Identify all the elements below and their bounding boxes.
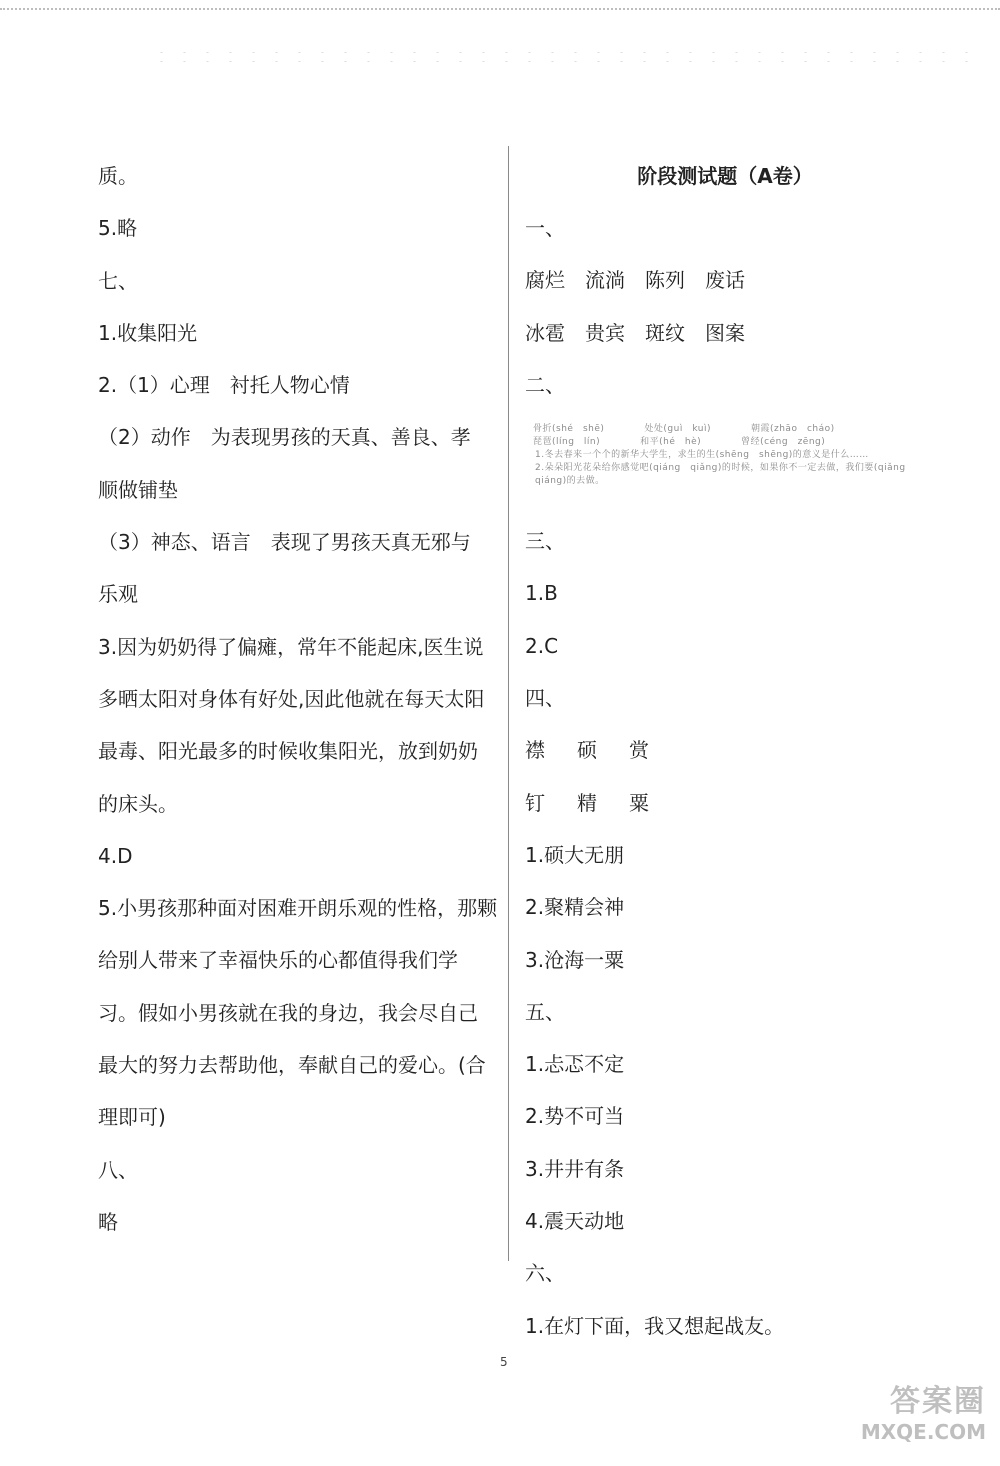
pinyin-item: 和平(hé hè) [640,437,702,448]
answer-item: 2.势不可当 [525,1104,625,1129]
pinyin-exercise [525,411,945,515]
char-row [525,777,945,829]
pinyin-item: 朝霞(zhāo cháo) [750,424,835,435]
pinyin-item: 曾经(céng zēng) [741,437,826,448]
answer-item: 3.沧海一粟 [525,947,625,972]
left-line: 八、 [98,1157,138,1182]
scan-noise [150,48,980,70]
left-line: 顺做铺垫 [98,477,178,502]
answer-item: 3.井井有条 [525,1156,625,1181]
left-column [98,150,498,1248]
left-line: 略 [98,1209,118,1234]
pinyin-note: 1.冬去春来一个个的新华大学生，求生的生(shēng shēng)的意义是什么…… [535,450,869,461]
left-line: 3.因为奶奶得了偏瘫，常年不能起床,医生说 [98,634,484,659]
left-line: 最毒、阳光最多的时候收集阳光，放到奶奶 [98,739,478,764]
section-heading: 阶段测试题（A卷） [637,164,813,188]
pinyin-note: 2.朵朵阳光花朵给你感觉吧(qiáng qiǎng)的时候，如果你不一定去做，我们要(qiǎng qiáng)的去做。 [535,463,916,487]
column-divider [508,146,509,1261]
char-item: 钉 [525,790,545,815]
section-label: 一、 [525,216,565,240]
page-number: 5 [500,1355,508,1369]
left-line: 的床头。 [98,791,178,816]
pinyin-item: 骨折(shé shē) [533,424,605,435]
left-line: 5.略 [98,216,138,241]
left-line: 多晒太阳对身体有好处,因此他就在每天太阳 [98,686,485,711]
answer-item: 2.C [525,633,559,658]
answer-item: 2.聚精会神 [525,895,625,920]
left-line: 最大的努力去帮助他，奉献自己的爱心。(合 [98,1053,486,1078]
right-column [525,202,945,1352]
left-line: 2.（1）心理 衬托人物心情 [98,373,350,398]
left-line: （3）神态、语言 表现了男孩天真无邪与 [98,530,471,555]
left-line: 乐观 [98,582,138,607]
section-label: 二、 [525,372,565,397]
watermark-url: MXQE.COM [860,1420,986,1444]
section-label: 三、 [525,529,565,554]
section-label: 五、 [525,999,565,1024]
pinyin-row [525,423,945,436]
answer-item: 1.硕大无朋 [525,842,625,867]
left-line: 4.D [98,843,133,868]
char-item: 精 [577,790,597,815]
pinyin-item: 处处(guì kuì) [644,424,711,435]
char-item: 硕 [577,738,597,763]
char-item: 襟 [525,738,545,763]
word-row: 腐烂 流淌 陈列 废话 [525,268,745,293]
char-row [525,724,945,776]
answer-item: 1.在灯下面，我又想起战友。 [525,1313,785,1338]
char-item: 赏 [629,738,649,763]
char-item: 粟 [629,790,649,815]
word-row: 冰雹 贵宾 斑纹 图案 [525,320,745,345]
section-label: 六、 [525,1261,565,1286]
section-label: 四、 [525,686,565,711]
left-line: 给别人带来了幸福快乐的心都值得我们学 [98,948,458,973]
left-line: 5.小男孩那种面对困难开朗乐观的性格，那颗 [98,896,498,921]
watermark-logo: 答案圈 [890,1384,986,1419]
left-line: 习。假如小男孩就在我的身边，我会尽自己 [98,1000,478,1025]
answer-item: 4.震天动地 [525,1209,625,1234]
site-watermark [826,1384,986,1454]
left-line: （2）动作 为表现男孩的天真、善良、孝 [98,425,471,450]
answer-item: 1.B [525,581,558,606]
pinyin-item: 琵琶(líng lín) [533,437,601,448]
left-line: 七、 [98,268,138,293]
answer-item: 1.忐忑不定 [525,1052,625,1077]
left-line: 1.收集阳光 [98,320,198,345]
left-line: 质。 [98,164,138,188]
top-dotted-rule [0,8,1000,10]
left-line: 理即可) [98,1105,166,1130]
pinyin-row [525,436,945,449]
